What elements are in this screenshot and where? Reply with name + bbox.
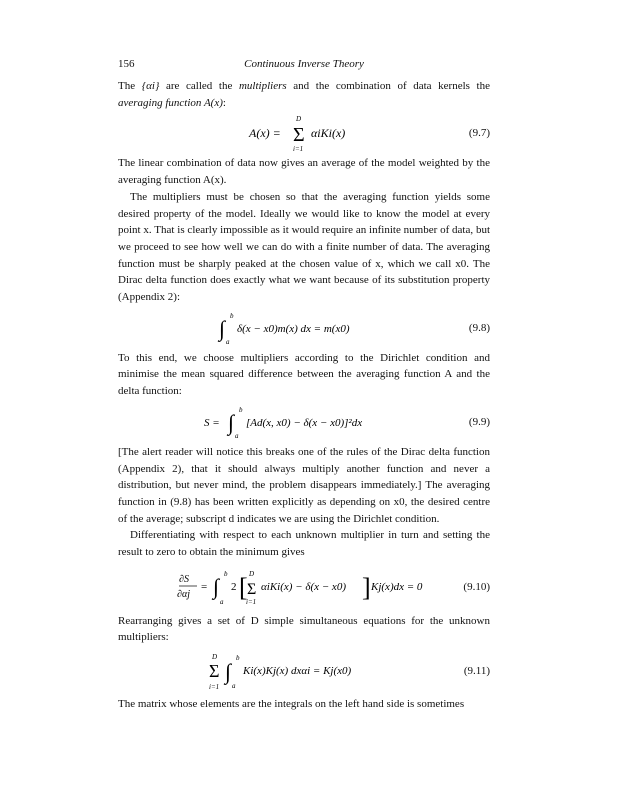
svg-text:=: = xyxy=(201,580,208,593)
svg-text:αiKi(x) − δ(x − x0): αiKi(x) − δ(x − x0) xyxy=(261,580,346,593)
svg-text:∫: ∫ xyxy=(225,659,232,685)
svg-text:i=1: i=1 xyxy=(246,597,257,606)
running-title: Continuous Inverse Theory xyxy=(244,58,364,70)
svg-text:Σ: Σ xyxy=(247,580,257,598)
equation-9-8-formula xyxy=(219,310,389,346)
svg-text:Ki(x)Kj(x) dxαi = Kj(x0): Ki(x)Kj(x) dxαi = Kj(x0) xyxy=(243,665,352,678)
equation-9-7 xyxy=(118,111,490,155)
svg-text:b: b xyxy=(239,405,243,414)
svg-text:2: 2 xyxy=(231,580,237,593)
equation-9-10-formula xyxy=(179,564,429,610)
svg-text:b: b xyxy=(236,654,240,663)
paragraph-multipliers-chosen: The multipliers must be chosen so that the averaging function yields some desired property of the model. Ideally we would like to know the model at every point x. That is clearly impossible as it would require an infinite number of data, but we proceed to see how well we can do with a finite number of data. The averaging function must be sharply peaked at the chosen value of x, which we call x0. The Dirac delta function does exactly what we want because of its substitution property (Appendix 2): xyxy=(118,190,490,304)
equation-number: (9.10) xyxy=(463,580,490,593)
svg-text:a: a xyxy=(232,682,236,691)
equation-9-9 xyxy=(118,400,490,444)
paragraph-dirichlet: To this end, we choose multipliers according to the Dirichlet condition and minimise the mean squared difference between the averaging function A and the delta function: xyxy=(118,351,490,398)
equation-9-7-formula xyxy=(249,113,359,153)
paragraph-differentiating: Differentiating with respect to each unknown multiplier in turn and setting the result to zero to obtain the minimum gives xyxy=(118,529,490,559)
equation-number: (9.7) xyxy=(468,127,490,140)
paragraph-multipliers: The {αi} are called the multipliers and the combination of data kernels the averaging function A(x): xyxy=(118,80,490,109)
equation-9-11-formula xyxy=(209,649,399,693)
svg-text:i=1: i=1 xyxy=(293,145,304,154)
svg-text:Σ: Σ xyxy=(209,661,220,682)
math-alpha-set: {αi} xyxy=(141,80,160,92)
term-multipliers: multipliers xyxy=(238,80,287,92)
svg-text:∫: ∫ xyxy=(228,409,235,435)
svg-text:∫: ∫ xyxy=(213,573,220,599)
paragraph-alert-reader: [The alert reader will notice this breaks one of the rules of the Dirac delta function (Appendix 2), that it should always multiply another function and never a distribution, but never mind, the problem disappears immediately.] The averaging function in (9.8) has been written explicitly as depending on x0, the desired centre of the average; subscript d indicates we are using the Dirichlet condition. xyxy=(118,445,490,525)
svg-text:αiKi(x): αiKi(x) xyxy=(311,126,346,141)
svg-text:Σ: Σ xyxy=(293,124,305,147)
svg-text:b: b xyxy=(230,311,234,320)
svg-text:Kj(x)dx = 0: Kj(x)dx = 0 xyxy=(371,580,423,593)
equation-number: (9.8) xyxy=(468,321,490,334)
paragraph-linear-combination: The linear combination of data now gives an average of the model weighted by the averaging function A(x). xyxy=(118,157,490,187)
equation-number: (9.9) xyxy=(468,415,490,428)
page-number: 156 xyxy=(118,58,135,70)
svg-text:]: ] xyxy=(362,572,371,602)
svg-text:S =: S = xyxy=(204,416,220,429)
svg-text:a: a xyxy=(220,597,224,606)
svg-text:δ(x − x0)m(x) dx = m(x0): δ(x − x0)m(x) dx = m(x0) xyxy=(237,322,350,335)
equation-9-10 xyxy=(118,561,490,613)
svg-text:D: D xyxy=(212,653,218,662)
equation-number: (9.11) xyxy=(463,665,490,678)
svg-text:∫: ∫ xyxy=(219,315,226,341)
svg-text:D: D xyxy=(249,569,255,578)
svg-text:A(x) =: A(x) = xyxy=(249,126,281,141)
page xyxy=(118,58,490,713)
term-averaging-function: averaging function xyxy=(118,96,202,109)
svg-text:[Ad(x, x0) − δ(x − x0)]²dx: [Ad(x, x0) − δ(x − x0)]²dx xyxy=(246,416,363,429)
svg-text:i=1: i=1 xyxy=(209,683,220,692)
equation-9-11 xyxy=(118,646,490,696)
paragraph-matrix: The matrix whose elements are the integrals on the left hand side is sometimes xyxy=(118,698,465,711)
equation-9-9-formula xyxy=(204,404,404,440)
page-header xyxy=(118,58,490,76)
paragraph-rearranging: Rearranging gives a set of D simple simultaneous equations for the unknown multipliers: xyxy=(118,614,490,644)
svg-text:a: a xyxy=(226,337,230,346)
svg-text:a: a xyxy=(235,431,239,440)
svg-text:b: b xyxy=(224,569,228,578)
svg-text:[: [ xyxy=(239,572,248,602)
svg-text:D: D xyxy=(296,115,302,124)
svg-text:∂αj: ∂αj xyxy=(177,588,190,600)
equation-9-8 xyxy=(118,306,490,350)
svg-text:∂S: ∂S xyxy=(179,573,189,585)
